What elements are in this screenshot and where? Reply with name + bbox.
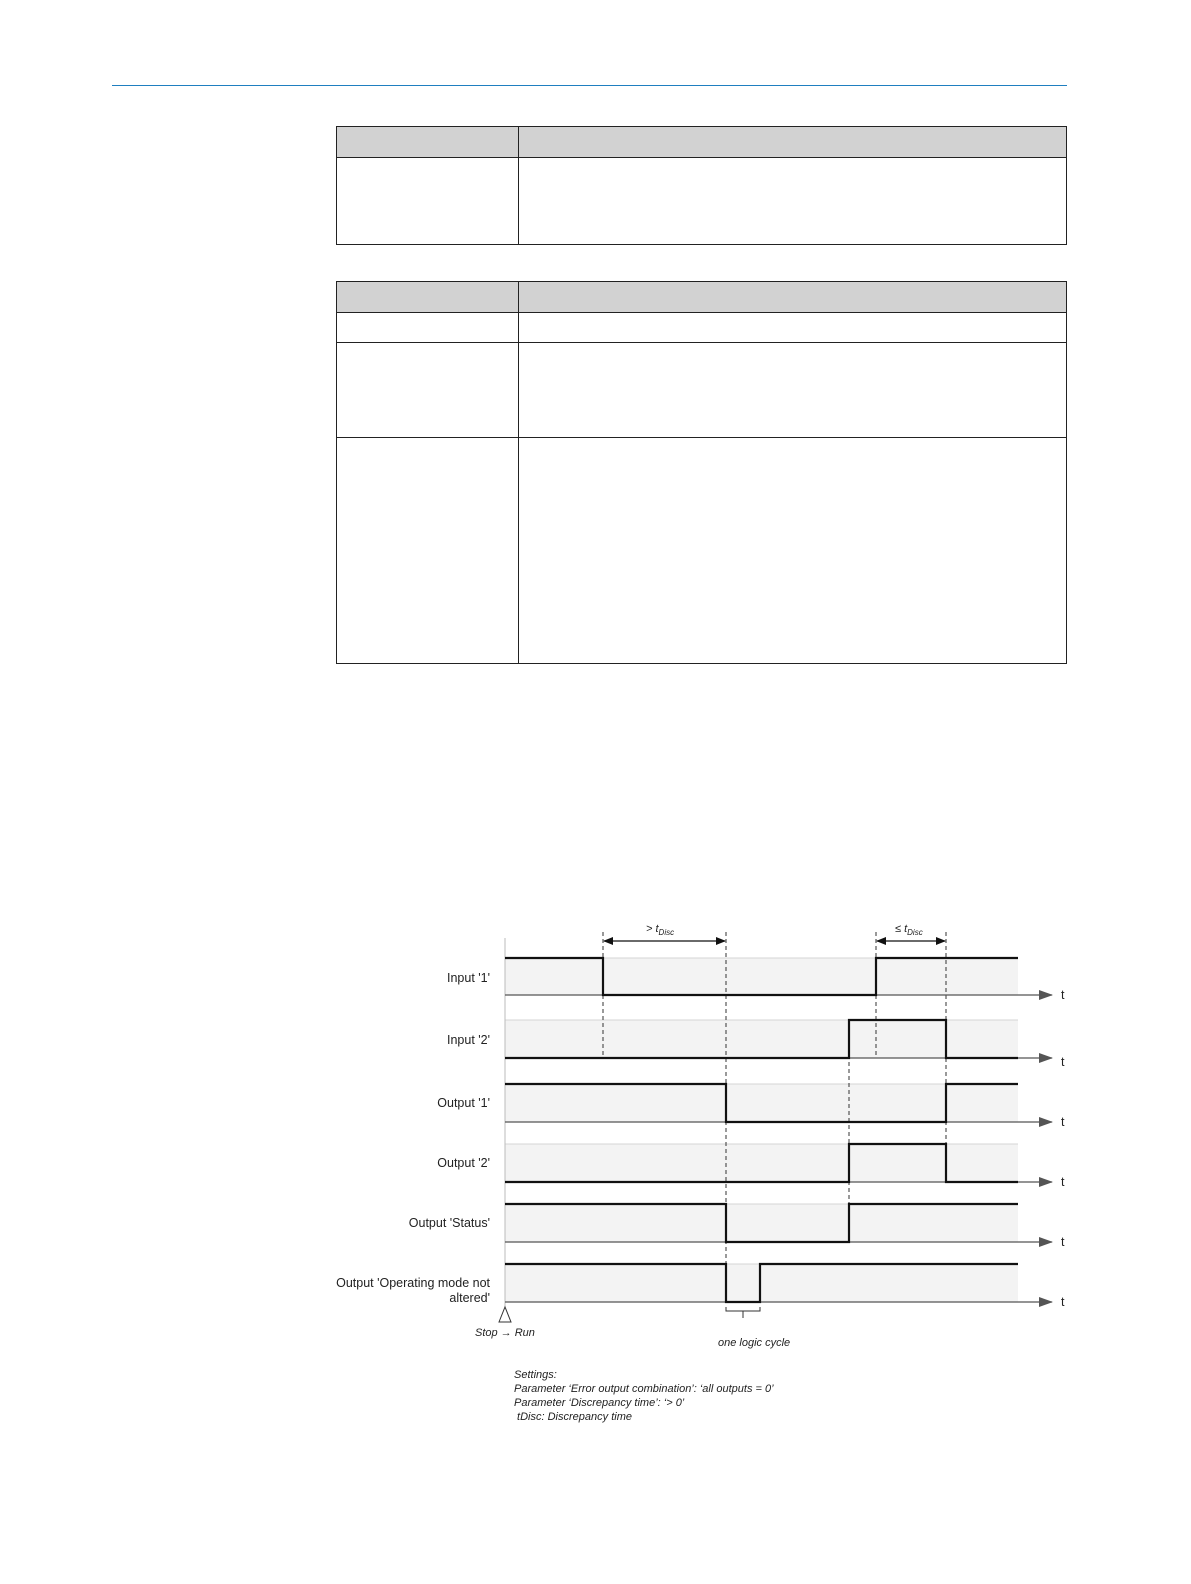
table-2-header-row xyxy=(337,282,1067,313)
stop-run-marker-icon xyxy=(499,1307,511,1322)
logic-cycle-label: one logic cycle xyxy=(718,1337,791,1349)
table-2-row xyxy=(337,313,1067,343)
timing-diagram xyxy=(330,915,1090,1435)
svg-text:tDisc: Discrepancy time: tDisc: Discrepancy time xyxy=(514,1411,632,1423)
interval-label-gt: > $t_{Disc}$ xyxy=(646,923,675,937)
axis-label-t: t xyxy=(1061,1295,1065,1309)
axis-label-t: t xyxy=(1061,1115,1065,1129)
table-1-row xyxy=(337,158,1067,245)
signal-label-output-1: Output '1' xyxy=(437,1096,490,1110)
axis-label-t: t xyxy=(1061,1235,1065,1249)
table-2-row xyxy=(337,438,1067,664)
signal-label-output-2: Output '2' xyxy=(437,1156,490,1170)
lane-backgrounds xyxy=(505,958,1018,1302)
logic-cycle-brace xyxy=(726,1307,760,1318)
signal-label-operating-mode-line2: altered' xyxy=(449,1291,490,1305)
interval-label-le: ≤ $t_{Disc}$ xyxy=(895,923,923,937)
settings-note xyxy=(514,1369,774,1423)
table-1-header-row xyxy=(337,127,1067,158)
svg-text:Settings:: Settings: xyxy=(514,1369,557,1381)
axis-label-t: t xyxy=(1061,1175,1065,1189)
axis-label-t: t xyxy=(1061,1055,1065,1069)
header-rule xyxy=(112,85,1067,86)
signal-label-input-1: Input '1' xyxy=(447,971,490,985)
signal-label-output-status: Output 'Status' xyxy=(408,1216,490,1230)
stop-run-label: Stop → Run xyxy=(475,1327,535,1339)
svg-text:Parameter ‘Discrepancy time’:: Parameter ‘Discrepancy time’: ‘> 0’ xyxy=(514,1397,685,1409)
table-2-row xyxy=(337,343,1067,438)
table-1 xyxy=(336,126,1067,245)
signal-label-operating-mode-line1: Output 'Operating mode not xyxy=(336,1276,490,1290)
axis-label-t: t xyxy=(1061,988,1065,1002)
signal-label-input-2: Input '2' xyxy=(447,1033,490,1047)
svg-text:Parameter ‘Error output combin: Parameter ‘Error output combination’: ‘all outputs = 0’ xyxy=(514,1383,774,1395)
table-2 xyxy=(336,281,1067,664)
